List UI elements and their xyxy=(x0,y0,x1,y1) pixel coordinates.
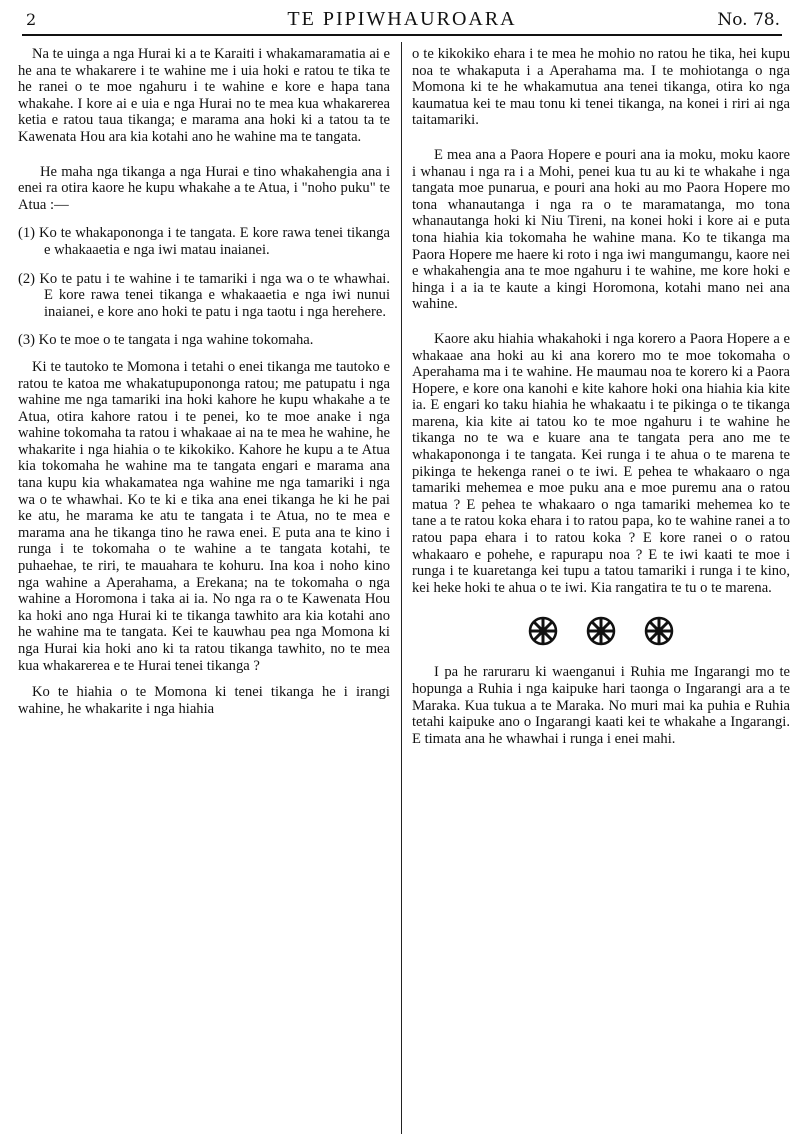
list-item: (2) Ko te patu i te wahine i te tamariki i nga wa o te whawhai. E kore rawa tenei tikanga e whakaaetia e nga iwi nunui inaianei, e kore ano hoki te patu i nga taotu i nga herehere. xyxy=(18,270,390,320)
paragraph: He maha nga tikanga a nga Hurai e tino whakahengia ana i enei ra otira kaore he kupu whakahe a te Atua, i "noho puku" te Atua :— xyxy=(18,163,390,213)
ornament-divider xyxy=(412,616,790,646)
paragraph: I pa he raruraru ki waenganui i Ruhia me Ingarangi mo te hopunga a Ruhia i nga kaipuke hari taonga o Ingarangi ara a te Maraka. Kua tukua a te Maraka. No muri mai ka puhia e Ruhia tetahi kaipuke ano o Ingarangi kaati kei te whakahe a Ingarangi. E timata ana he whawhai i runga i enei mahi. xyxy=(412,664,790,747)
flower-ornament-icon xyxy=(528,616,558,646)
paragraph: E mea ana a Paora Hopere e pouri ana ia moku, moku kaore i whanau i nga ra i a Mohi, penei kua tu au ki te whakahe i nga tangata moe punarua, e pouri ana hoki au mo Paora Hopere mo tona whanautanga i nga ra o te maramatanga, mo tona whanautanga hoki ki Niu Tireni, na konei hoki i kore ai e puta tona hiahia kia tokomaha he wahine mana. Ko te tikanga ma Paora Hopere me haere ki roto i nga iwi mangumangu, kaore nei e whakahengia ana te moe ngahuru i te wahine, me kore hoki e hinga i a ia te kaute a kingi Horomona, kotahi mano nei ana wahine. xyxy=(412,146,790,313)
page-header xyxy=(22,8,782,36)
newspaper-title: TE PIPIWHAUROARA xyxy=(287,8,517,30)
flower-ornament-icon xyxy=(644,616,674,646)
paragraph: o te kikokiko ehara i te mea he mohio no ratou he tika, hei kupu noa te whakaputa i a Aperahama ma. I te mohiotanga o nga Momona ki te he whakamutua ana tenei tikanga, otira ko nga kaumatua kei te mau tonu ki tenei tikanga, na konei i riri ai nga taitamariki. xyxy=(412,46,790,129)
paragraph: Kaore aku hiahia whakahoki i nga korero a Paora Hopere a e whakaae ana hoki au ki ana korero mo te moe tokomaha o Aperahama ma i te wahine. He maumau noa te korero ki a Paora Hopere, e kore ona kanohi e kite kahore hoki ona hiahia kia kite ia. E engari ko taku hiahia he whakaatu i te pikinga o te tikanga marena, kia kite ai tatou ko te moe ngahuru i te wahine he tikanga no te wa e kuare ana te tangata pera ano me te whakapononga i te tangata. Kei runga i te ahua o te marena te pikinga te hekenga ranei o te iwi. E pehea te whakaaro o nga tamariki mehemea e moe puku ana e moe puremu ana o ratou matua ? E pehea te whakaaro o nga tamariki mehemea ko te tane a te ratou koka ehara i to ratou papa, ko te wahine ranei a to ratou papa ehara i to ratou koka ? E kore ranei o o ratou whakaaro e pohehe, e rapurapu noa ? E te iwi kaati te moe i runga i te kuaretanga kei tupu a tatou tamariki i runga i te kino, kei heke hoki te ahua o te iwi. Kia rangatira te tu o te marena. xyxy=(412,330,790,596)
left-column xyxy=(18,46,390,1134)
paragraph: Ki te tautoko te Momona i tetahi o enei tikanga me tautoko e ratou te katoa me whakatupupononga ratou; me patupatu i nga wahine me nga tamariki ina hoki kahore he kupu whakahe a te Atua, otira kahore ratou i te penei, ko te moe anake i nga wahine tokomaha ta ratou i whakaae ai na te mea he wahine, he whakarite i nga hiahia o te kikokiko. Kahore he kupu a te Atua kia tokomaha he wahine ma te tangata engari e marama ana tana kupu kia whakamatea nga wahine me nga tamariki i nga wa o te whawhai. Ko te ki e tika ana enei tikanga he ki he pai ke atu, he marama ke atu te tangata i te Atua, no te mea e marama ana he tikanga tino he rawa enei. E puta ana te kino i runga i te tokomaha o te wahine a te tangata kotahi, te puhaehae, te riri, te mauahara te kohuru. Ina koa i noho kino nga wahine a Aperahama, a Erekana; na te tokomaha o nga wahine a Horomona i taka ai ia. No nga ra o te Kawenata Hou ka hoki ano nga Hurai ki te tikanga tawhito ara kia kotahi ano he wahine ma te tangata. Kei te kauwhau pea nga Momona ki nga Hurai kia hoki ano ki ta ratou tikanga tawhito, no te mea kua whakarerea e te Hurai tenei tikanga ? xyxy=(18,358,390,674)
page-number: 2 xyxy=(26,10,37,29)
column-divider xyxy=(401,42,402,1134)
list-item: (1) Ko te whakapononga i te tangata. E kore rawa tenei tikanga e whakaaetia e nga iwi matau inaianei. xyxy=(18,225,390,258)
issue-number: No. 78. xyxy=(717,10,780,30)
right-column xyxy=(412,46,790,1134)
flower-ornament-icon xyxy=(586,616,616,646)
list-item: (3) Ko te moe o te tangata i nga wahine tokomaha. xyxy=(18,332,314,349)
paragraph: Ko te hiahia o te Momona ki tenei tikanga he i irangi wahine, he whakarite i nga hiahia xyxy=(18,684,390,717)
paragraph: Na te uinga a nga Hurai ki a te Karaiti i whakamaramatia ai e he ana te whakarere i te wahine me i uia hoki e ratou te tika te he ranei o te moe ngahuru i te wahine e kore e hapa tana whakahe. I kore ai e uia e nga Hurai no te mea kua whakarerea ketia e ratou taua tikanga; e marama ana hoki ki a tatou ta te Kawenata Hou ara kia kotahi ano he wahine ma te tangata. xyxy=(18,46,390,145)
